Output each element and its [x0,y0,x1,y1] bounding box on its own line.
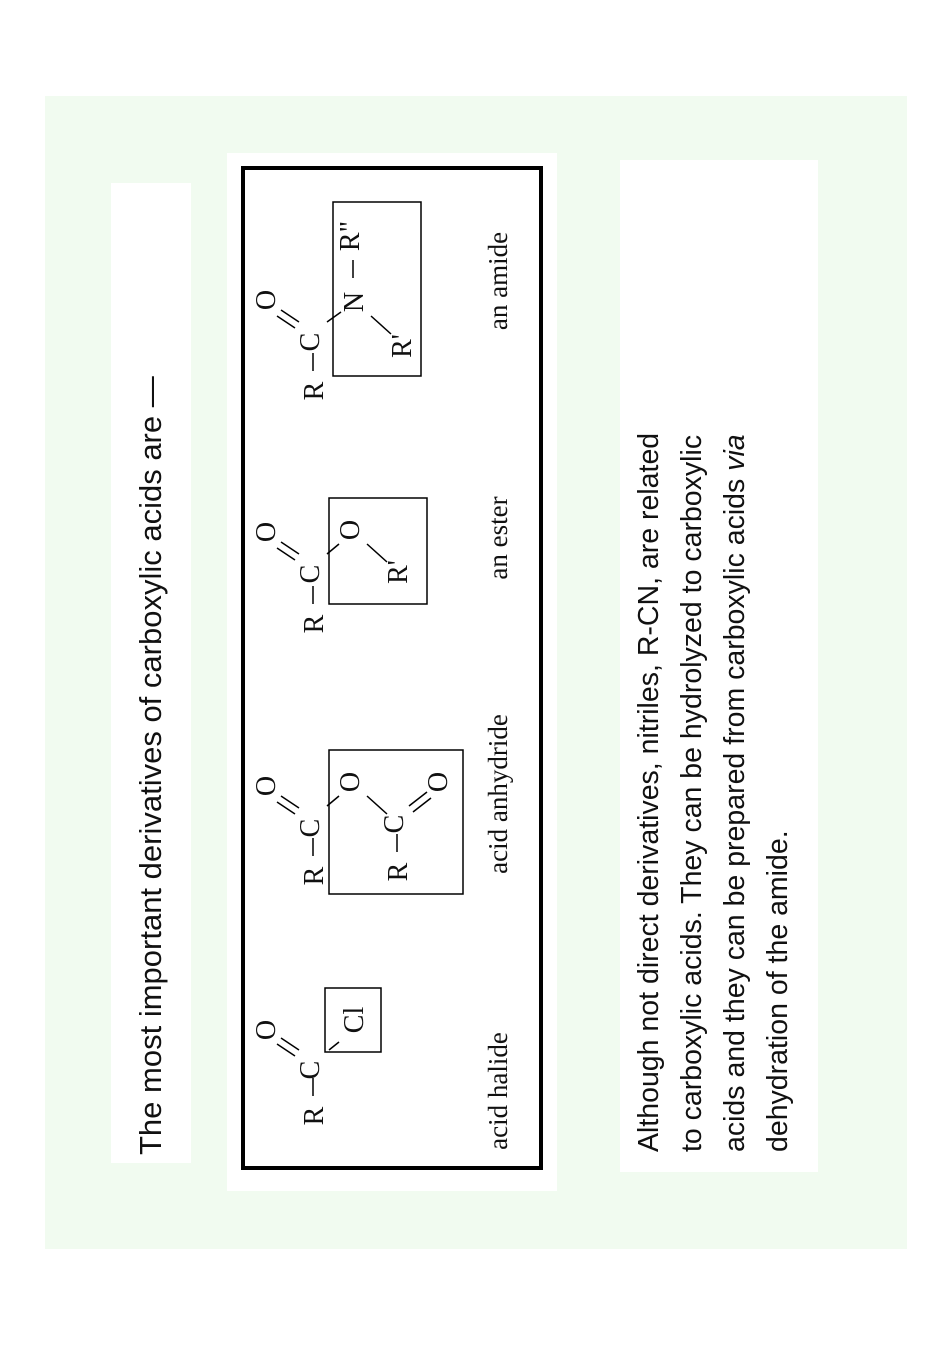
anhydride-c1-atom: C [295,818,326,838]
paragraph-line-3 [714,162,757,1152]
ester-o-atom: O [251,521,282,543]
anhydride-r1-atom: R [299,866,330,886]
paragraph-line-3-text: acids and they can be prepared from carboxylic acids [719,478,751,1152]
paragraph-line-2: to carboxylic acids. They can be hydrolyzed to carboxylic [676,434,708,1152]
amide-o-atom: O [251,289,282,311]
paragraph-line-4: dehydration of the amide. [762,830,794,1152]
paragraph-line-1: Although not direct derivatives, nitriles, R-CN, are related [633,432,665,1152]
anhydride-bridge-o-atom: O [335,771,366,793]
anhydride-o2-atom: O [423,771,454,793]
acid-halide-c-atom: C [295,1060,326,1080]
acid-halide-o-atom: O [251,1019,282,1041]
ester-caption: an ester [483,496,513,580]
amide-r-atom: R [299,381,330,401]
amide-r-prime: R' [387,334,418,358]
ester-r-atom: R [299,614,330,634]
amide-c-atom: C [295,332,326,352]
ester-c-atom: C [295,564,326,584]
derivatives-diagram [241,166,545,1172]
ester-r-prime: R' [383,560,414,584]
page-title: The most important derivatives of carboxylic acids are — [133,376,168,1155]
paragraph-via-italic: via [719,434,751,471]
ester-single-o-atom: O [335,519,366,541]
anhydride-caption: acid anhydride [483,714,513,874]
nitrile-paragraph [628,162,800,1152]
acid-halide-caption: acid halide [483,1032,513,1150]
anhydride-c2-atom: C [379,814,410,834]
amide-r-double-prime: R" [335,220,366,252]
acid-halide-r-atom: R [299,1106,330,1126]
anhydride-o1-atom: O [251,775,282,797]
amide-n-atom: N [339,291,370,313]
anhydride-r2-atom: R [383,862,414,882]
acid-halide-x-atom: Cl [339,1006,370,1034]
amide-caption: an amide [483,231,513,331]
